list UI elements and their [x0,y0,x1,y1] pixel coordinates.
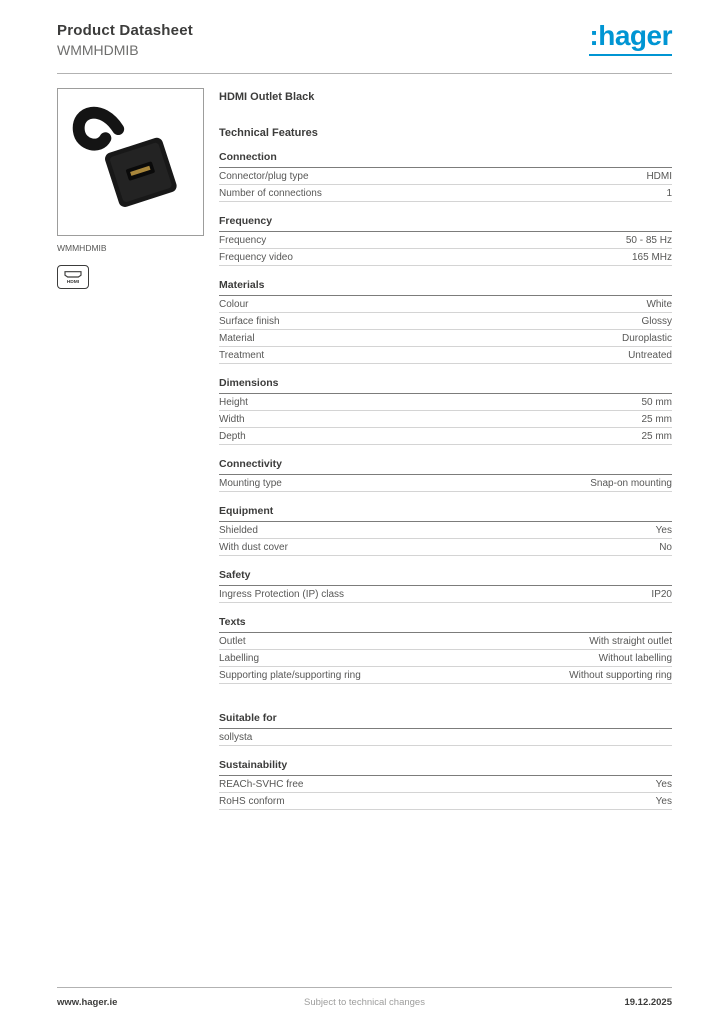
section-title: Safety [219,569,672,586]
footer-note: Subject to technical changes [304,997,425,1008]
spec-row [219,168,672,185]
spec-label: Frequency [219,235,267,246]
spec-value: White [646,299,672,310]
spec-row [219,249,672,266]
page-title: Product Datasheet [57,22,193,39]
spec-row [219,776,672,793]
spec-label: Height [219,397,248,408]
spec-row [219,347,672,364]
spec-label: Frequency video [219,252,293,263]
header-titles [57,22,193,58]
product-image [57,88,204,236]
spec-label: Treatment [219,350,265,361]
spec-value: Without labelling [598,653,672,664]
product-reference: WMMHDMIB [57,42,139,58]
main-content [0,74,724,810]
spec-value: Yes [655,796,672,807]
spec-value: Yes [655,525,672,536]
hager-logo-text: :hager [589,20,672,51]
spec-label: RoHS conform [219,796,285,807]
section-title: Connectivity [219,458,672,475]
spec-section [219,759,672,810]
spec-value: HDMI [646,171,672,182]
spec-label: Shielded [219,525,258,536]
spec-section [219,215,672,266]
product-name: HDMI Outlet Black [219,91,315,103]
section-title: Frequency [219,215,672,232]
hager-logo [589,22,672,56]
spec-section [219,151,672,202]
spec-row [219,475,672,492]
spec-label: Colour [219,299,249,310]
spec-label: Mounting type [219,478,282,489]
spec-label: Labelling [219,653,260,664]
spec-row [219,330,672,347]
hdmi-connector-glyph [61,269,85,285]
spec-label: Surface finish [219,316,280,327]
spec-section [219,377,672,445]
spec-column [219,88,672,810]
spec-row [219,313,672,330]
hdmi-outlet-photo-icon [67,98,195,226]
svg-text:HDMI: HDMI [66,280,80,285]
spec-value: 25 mm [641,431,672,442]
spec-label: Depth [219,431,246,442]
spec-row [219,729,672,746]
spec-section [219,712,672,746]
spec-label: REACh-SVHC free [219,779,304,790]
spec-label: Number of connections [219,188,322,199]
spec-sections [219,151,672,810]
spec-section [219,616,672,684]
section-title: Equipment [219,505,672,522]
spec-section [219,458,672,492]
spec-value: No [659,542,672,553]
spec-row [219,232,672,249]
spec-value: 1 [666,188,672,199]
section-title: Connection [219,151,672,168]
spec-row [219,394,672,411]
section-title: Dimensions [219,377,672,394]
spec-label: Connector/plug type [219,171,309,182]
spec-row [219,667,672,684]
image-caption: WMMHDMIB [57,243,107,253]
spec-row [219,522,672,539]
spec-label: Material [219,333,255,344]
spec-row [219,793,672,810]
spec-value: Untreated [628,350,672,361]
product-media-column [57,88,204,810]
spec-label: Ingress Protection (IP) class [219,589,345,600]
spec-row [219,296,672,313]
spec-row [219,411,672,428]
spec-row [219,185,672,202]
spec-value: 165 MHz [631,252,672,263]
page-footer [57,987,672,1008]
spec-value: With straight outlet [589,636,672,647]
spec-row [219,539,672,556]
spec-value: Yes [655,779,672,790]
spec-value: Glossy [641,316,672,327]
spec-value: 50 mm [641,397,672,408]
spec-value: 50 - 85 Hz [625,235,672,246]
spec-label: Width [219,414,245,425]
spec-row [219,650,672,667]
page-header [0,0,724,58]
spec-section [219,279,672,364]
technical-features-title: Technical Features [219,127,318,139]
spec-value: Duroplastic [621,333,672,344]
section-title: Suitable for [219,712,672,729]
spec-section [219,569,672,603]
section-title: Sustainability [219,759,672,776]
spec-value: Snap-on mounting [590,478,672,489]
spec-value: IP20 [651,589,672,600]
hdmi-icon [57,265,89,289]
spec-section [219,505,672,556]
spec-label: With dust cover [219,542,288,553]
spec-row [219,586,672,603]
footer-date: 19.12.2025 [624,997,672,1008]
spec-row [219,633,672,650]
website-link[interactable]: www.hager.ie [57,997,118,1008]
spec-label: sollysta [219,732,253,743]
section-title: Texts [219,616,672,633]
spec-label: Supporting plate/supporting ring [219,670,361,681]
spec-row [219,428,672,445]
spec-value: 25 mm [641,414,672,425]
spec-label: Outlet [219,636,246,647]
section-title: Materials [219,279,672,296]
spec-value: Without supporting ring [569,670,672,681]
